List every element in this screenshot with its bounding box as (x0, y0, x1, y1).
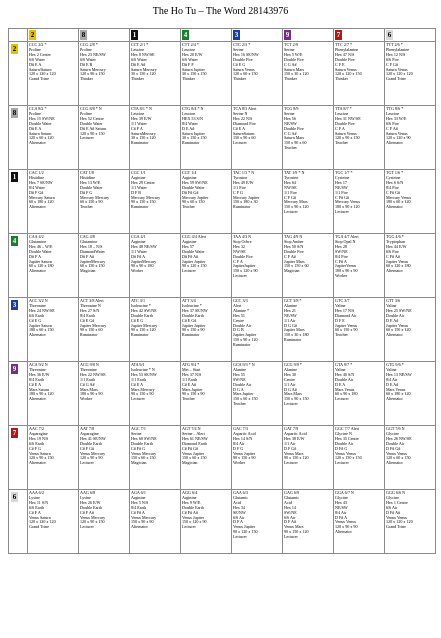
codon-cell (232, 362, 283, 426)
codon-cell (232, 298, 283, 362)
codon-cell-text: CAC 1/2 Histidine Hex 7 SE/NW 8/4 Water D# F G# Mercury Saturn 60 x 180 x 120 Alternator (29, 170, 55, 210)
codon-cell (232, 106, 283, 170)
codon-cell (130, 298, 181, 362)
codon-cell-text: GCA 9/3 * N Alanine Hex 55 SW/NE Double Air D G A Mars Jupiter 150 x 60 x 150 Teacher (233, 362, 258, 407)
codon-row (9, 426, 436, 490)
codon-cell (385, 362, 436, 426)
codon-cell-text: TGC 1/7 * Cysteine Hex 17 NE/SW 1/1 Fire C F# G# Mercury Venus 180 x 90 x 120 Lecturer (335, 170, 361, 215)
codon-cell (334, 106, 385, 170)
codon-cell-text: AAT 7/8 Asparagine Hex 41 SE/NW Double Earth C# F G# Venus Mercury 120 x 90 x 90 Lecturer (80, 426, 106, 466)
codon-cell (79, 298, 130, 362)
codon-cell (181, 490, 232, 554)
codon-cell (28, 170, 79, 234)
codon-cell-text: GAA 6/3 Glutamic Acid Hex 34 SE/NW 6/6 Air D F A Venus Jupiter 90 x 120 x 150 Lecturer (233, 490, 258, 540)
codon-cell-text: GTC 3/7 Valine Hex 17 N/S Diamond Air D F E Jupiter Venus 60 x 150 x 90 Teacher (335, 298, 358, 338)
codon-cell (385, 490, 436, 554)
row-header-cell (9, 298, 28, 362)
codon-cell (79, 490, 130, 554)
codon-cell-text: CAT 1/8 Histidine Hex 13 W/E Double Water D# F G Mercury Mercury 60 x 150 x 90 Teacher (80, 170, 110, 210)
codon-cell-text: GGC 7/7 Alert Glycine N Hex 35 Centre Double Air D F# G Venus Venus 120 x 150 x 150 Lecturer (335, 426, 362, 466)
codon-cell-text: TGA 4/7 Alert Stop Opal N Hex 28 SW/NE 8/4 Fire C F# A JupiterVenus 180 x 90 x 90 Worker (335, 234, 359, 279)
codon-cell (385, 42, 436, 106)
codon-cell (181, 234, 232, 298)
header-cell (334, 29, 385, 42)
codon-cell (79, 234, 130, 298)
codon-cell-text: ACA 9/2 N Threonine Hex 36 E/W 8/4 Earth C# E A Mars Saturn 180 x 90 x 120 Alternator (29, 362, 54, 402)
codon-cell (79, 426, 130, 490)
codon-cell (283, 298, 334, 362)
codon-cell (334, 42, 385, 106)
codon-cell-text: CCG 2/8 * Proline Hex 23 NE/SW 6/6 Water D# E B Saturn Mercury 120 x 90 x 150 Thinker (80, 42, 106, 82)
header-swatch: 6 (387, 31, 392, 39)
header-swatch: 3 (234, 31, 239, 39)
row-header-cell (9, 106, 28, 170)
codon-cell (28, 106, 79, 170)
header-swatch: 2 (30, 31, 35, 39)
header-swatch: 7 (336, 31, 341, 39)
header-swatch: 4 (183, 31, 188, 39)
codon-cell-text: TTT 2/6 * Phenylalanine Hex 12 N/S 6/6 Fire C F G# Saturn Venus 120 x 120 x 120 Grand Trine (386, 42, 413, 82)
codon-row (9, 106, 436, 170)
codon-cell-text: GTA 9/7 * Valine Hex 40 S/N Double Air D E A Mars Venus 60 x 90 x 180 Lecturer (335, 362, 358, 402)
codon-cell (232, 42, 283, 106)
row-header-cell (9, 426, 28, 490)
codon-cell-text: CTG 8/4 * N Leucine HEX 53 S/N 8/4 Water D E A# Saturn Jupiter 30 x 150 x 150 Ruminator (182, 106, 207, 146)
codon-cell-text: CCC 2/2 * Proline Hex 2 Centre 6/6 Water D# E A Saturn/Saturn 120 x 120 x 120 Grand Trine (29, 42, 56, 82)
header-cell (181, 29, 232, 42)
codon-cell-text: TGG 4/6 * Tryptophan Hex 44 E/W 6/6 Fire C F# A# Jupiter Venus 60 x 120 x 180 Alternator (386, 234, 411, 274)
row-swatch: 4 (12, 237, 17, 245)
codon-cell-text: TGT 1/6 * Cysteine Hex 6 S/N 8/4 Fire C F# G# Mercury Venus 180 x 60 x 120 Alternator (386, 170, 412, 210)
codon-cell (28, 42, 79, 106)
codon-cell (334, 426, 385, 490)
codon-cell-text: CGC 1/1 Arginine Hex 29 Centre 1/1 Water D F B Mercury Mercury 90 x 150 x 150 Ruminator (131, 170, 161, 210)
row-swatch: 2 (12, 45, 17, 53)
codon-cell (283, 170, 334, 234)
codon-cell (283, 362, 334, 426)
codon-cell (334, 234, 385, 298)
codon-cell-text: GCC 3/3 Alert Alanine * Hex 51 Centre Double Air D G B Jupiter Jupiter 150 x 90 x 120 Ruminator (233, 298, 258, 348)
row-swatch: 6 (12, 493, 17, 501)
header-swatch: 9 (285, 31, 290, 39)
row-header-cell (9, 42, 28, 106)
codon-cell (385, 170, 436, 234)
codon-cell-text: GCG 9/9 * Alanine Hex 30 Centre 1/1 Air D G A# Mars Mars 150 x 90 x 150 Lecturer (284, 362, 309, 407)
codon-cell-text: CGA 4/1 Arginine Hex 48 NE/SW 1/1 Water D# F# A JupiterMercury 90 x 90 x 180 Worker (131, 234, 157, 274)
codon-cell-text: CCG 8/8 * N Proline Hex 52 Centre Double Water D# E A# Saturn 120 x 90 x 150 Lecturer (80, 106, 107, 141)
codon-cell-text: CTC 2/3 * Serine Hex 16 SE/NW Double Fire C# E G Saturn Venus 120 x 60 x 150 Thinker (233, 42, 259, 82)
header-cell (385, 29, 436, 42)
codon-cell (385, 426, 436, 490)
codon-cell-text: GAC 7/3 Aspartic Acid Hex 14 S/N 8/4 Air D F G Venus Jupiter 90 x 150 x 90 Worker (233, 426, 256, 466)
row-header-cell (9, 490, 28, 554)
codon-cell (181, 170, 232, 234)
header-cell (28, 29, 79, 42)
codon-row (9, 298, 436, 362)
codon-cell-text: AGA 6/1 Arginine Hex 5 N/S 8/4 Earth C# F# A Venus Mercury 150 x 90 x 90 Alternator (131, 490, 157, 530)
codon-cell-text: CTA 8/1 * N Leucine Hex 39 E/W 1/1 Water C# F A SaturnMercury 30 x 150 x 120 Ruminator (131, 106, 156, 146)
header-swatch: 8 (81, 31, 86, 39)
codon-cell (283, 426, 334, 490)
codon-cell (79, 362, 130, 426)
codon-row (9, 170, 436, 234)
codon-cell (130, 490, 181, 554)
row-header-cell (9, 170, 28, 234)
codon-cell-text: TAC 1/3 * N Tyrosine Hex 49 E/W 1/1 Fire C F G Mercury Jupiter 150 x 180 x 30 Ruminator (233, 170, 260, 210)
codon-cell (334, 490, 385, 554)
codon-cell (283, 42, 334, 106)
codon-cell-text: GTG 9/6 * Valine Hex 13 NE/SW 8/4 Air D E A# Mars Venus 60 x 180 x 120 Alternator (386, 362, 412, 402)
codon-cell-text: TTA 8/7 * Leucine Hex 31 NW/SE Double Fire C F A Saturn Venus 120 x 90 x 150 Teacher (335, 106, 361, 146)
codon-cell-text: AGC 7/1 Serine Hex 60 SW/NE Double Earth C# F# G Venus Mercury 150 x 60 x 150 Magician (131, 426, 157, 466)
codon-cell-text: GAT 7/9 Aspartic Acid Hex 38 E/W 1/1 Air D F G# Venus Mars 90 x 150 x 120 Lecturer (284, 426, 309, 466)
codon-cell (181, 42, 232, 106)
codon-cell (385, 106, 436, 170)
codon-cell-text: AAA 6/2 Lysine Hex 11 S/N 6/6 Earth C# F A Venus Saturn 120 x 120 x 120 Grand Trine (29, 490, 56, 530)
codon-cell (385, 234, 436, 298)
header-cell (79, 29, 130, 42)
codon-cell-text: CTT 2/4 * Leucine Hex 20 E/W 6/6 Water D# F F Saturn Jupiter 30 x 150 x 150 Thinker (182, 42, 207, 82)
header-cell (283, 29, 334, 42)
codon-cell-text: ACG 9/8 N Threonine Hex 22 NW/SE 1/1 Earth C# G A# Mars Mars 180 x 90 x 90 Worker (80, 362, 106, 402)
codon-cell-text: TCT 2/9 Serine Hex 5 W/E Double Fire C G A# Saturn Mars 150 x 30 x 120 Thinker (284, 42, 309, 82)
codon-cell-text: TTC 2/7 * Phenylalanine Hex 47 N/S Double Fire C F E Saturn Venus 120 x 120 x 150 Thinker (335, 42, 362, 82)
row-swatch: 1 (12, 173, 17, 181)
codon-cell-text: AAC 7/2 Asparagine Hex 19 N/S 6/6 Earth C# F G Venus Saturn 120 x 90 x 150 Alternator (29, 426, 54, 466)
codon-cell-text: GTT 3/6 Valine Hex 25 SW/NE Double Air D E A# Jupiter Venus 60 x 150 x 120 Alternator (386, 298, 412, 338)
codon-cell (130, 106, 181, 170)
page-title: The Ho Tu – The Word 28143976 (152, 6, 289, 17)
codon-row (9, 490, 436, 554)
codon-table (8, 28, 436, 554)
codon-cell (79, 170, 130, 234)
codon-cell-text: ATT 3/4 Isoleucine * Hex 37 SE/NW Double Earth C# E G# Jupiter Jupiter 90 x 150 x 90 Ruminator (182, 298, 208, 338)
header-row (9, 29, 436, 42)
codon-cell-text: GAG 6/9 Glutamic Acid Hex 14 SW/NE 6/6 Air D F A# Venus Mars 90 x 150 x 120 Lecturer (284, 490, 309, 540)
codon-cell (28, 426, 79, 490)
codon-cell-text: TCG 8/9 Serine Hex 56 NE/SW Double Fire C G A# Saturn Mars 150 x 90 x 60 Teacher (284, 106, 307, 151)
codon-row (9, 234, 436, 298)
codon-cell (130, 42, 181, 106)
row-header-cell (9, 362, 28, 426)
codon-cell-text: CAA 4/2 Glutamine Hex 46 – W/E Double Water D# F A Jupiter Saturn 60 x 120 x 180 Alternator (29, 234, 54, 274)
codon-cell-text: GGT 7/6 N Glycine Hex 26 NW/SE Double Air D F# G# Venus Venus 120 x 60 x 150 Alternator (386, 426, 412, 466)
codon-cell (79, 42, 130, 106)
codon-cell-text: TCA 8/3 Alert Serine N Hex 22 N/S Diamond Fire C# E A SaturnSaturn 150 x 90 x 60 Lecturer (233, 106, 257, 146)
codon-cell-text: ATA 9/1 Isoleucine * N Hex 53 SE/NW 1/1 Earth C# E A Mars Mercury 90 x 150 x 90 Lecturer (131, 362, 157, 402)
codon-cell (334, 362, 385, 426)
header-cell (232, 29, 283, 42)
header-cell (130, 29, 181, 42)
codon-cell-text: CGT 1/4 Arginine Hex 59 SW/NE Double Water D# F# G# Mercury Jupiter 90 x 60 x 150 Teacher (182, 170, 209, 210)
codon-cell (181, 298, 232, 362)
codon-cell (385, 298, 436, 362)
codon-cell-text: TAT 1/9 * N Tyrosine Hex 64 NW/SE 1/1 Fire C F G# Mercury Mars 150 x 90 x 120 Lecturer (284, 170, 309, 215)
codon-cell (334, 170, 385, 234)
codon-cell-text: CAG 4/8 Glutamine Hex 18 – N/S DiamondWater D# F A# JupiterMercury 60 x 150 x 150 Magician (80, 234, 106, 274)
codon-table-body (9, 29, 436, 554)
codon-cell-text: GCT 3/8 * Alanine Hex 21 NE/SW 1/1 Air D G G# Jupiter Mars 150 x 30 x 180 Ruminator (284, 298, 309, 343)
row-header-cell (9, 234, 28, 298)
header-corner (9, 29, 28, 42)
codon-cell (232, 170, 283, 234)
codon-cell-text: TAG 4/9 N Stop Amber Hex 50 S/N Double Fire C F A# Jupiter Mars 150 x 150 x 60 Magician (284, 234, 309, 274)
row-swatch: 7 (12, 429, 17, 437)
codon-cell (79, 106, 130, 170)
row-swatch: 9 (12, 365, 17, 373)
codon-cell (283, 234, 334, 298)
codon-cell (232, 234, 283, 298)
codon-cell-text: AGG 6/4 Arginine Hex 9 W/E Double Earth C# F# A# Venus Jupiter 150 x 120 x 90 Lecturer (182, 490, 207, 530)
codon-cell (283, 490, 334, 554)
codon-cell (130, 426, 181, 490)
codon-cell (28, 298, 79, 362)
codon-cell (232, 426, 283, 490)
header-swatch: 1 (132, 31, 137, 39)
corner-swatch (10, 30, 17, 40)
codon-row (9, 42, 436, 106)
row-swatch: 8 (12, 109, 17, 117)
codon-cell (28, 362, 79, 426)
codon-cell (283, 106, 334, 170)
codon-cell (181, 362, 232, 426)
codon-cell (28, 234, 79, 298)
codon-cell (181, 106, 232, 170)
codon-cell-text: GGG 6/6 N Glycine Hex 1 Centre 6/6 Air D F# A# Venus Venus 120 x 120 x 120 Grand Trine (386, 490, 413, 530)
codon-cell (130, 362, 181, 426)
codon-cell (232, 490, 283, 554)
codon-cell-text: CCT 2/1 * Leucine Hex 8 NW/SE 6/6 Water D# E A# Saturn Mercury 30 x 150 x 120 Thinker (131, 42, 157, 82)
codon-cell-text: CCA 8/2 * Proline Hex 15 SW/NE Double Water D# E A Saturn Saturn 120 x 60 x 120 Alternator (29, 106, 55, 146)
codon-cell-text: TTG 8/6 * Leucine Hex 33 W/E 6/6 Fire C F A# Saturn Venus 120 x 120 x 90 Alternator (386, 106, 411, 146)
codon-cell (130, 234, 181, 298)
codon-cell (334, 298, 385, 362)
codon-cell-text: AAG 6/8 Lysine Hex 26 E/W Double Earth C# F A# Venus Mercury 120 x 90 x 150 Lecturer (80, 490, 106, 530)
codon-cell-text: ACC 3/2 N Threonine Hex 24 NW/SE 6/6 Earth C# E G Jupiter Saturn 180 x 60 x 150 Alternator (29, 298, 55, 338)
codon-cell (28, 490, 79, 554)
codon-cell-text: ATC 3/1 Isoleucine * Hex 42 SW/NE Double Earth C# E G Jupiter Mercury 90 x 150 x 120 Ruminator (131, 298, 158, 338)
row-swatch: 3 (12, 301, 17, 309)
codon-cell (130, 170, 181, 234)
codon-cell-text: ATG 9/4 * Met – Start Hex 37 N/S 1/1 Earth C# E A# Mars Jupiter 90 x 150 x 90 Teacher (182, 362, 205, 402)
codon-cell-text: TAA 4/3 N Stop Ochre Hex 32 NW/SE Double Fire C F A JupiterJupiter 150 x 120 x 90 Lecturer (233, 234, 258, 279)
codon-cell-text: AGT 7/4 N Serine – Alert Hex 61 NE/SW Diamond Earth C# F# G# Venus Jupiter 150 x 60 x 150 Magician (182, 426, 208, 466)
codon-cell-text: GGA 6/7 N Glycine Hex 43 NE/SW 8/4 Air D F# A Venus Venus 120 x 90 x 90 Alternator (335, 490, 358, 535)
codon-cell (181, 426, 232, 490)
codon-cell-text: ACT 3/8 Alert Threonine N Hex 27 S/N 8/4 Earth C# E G# Jupiter Mercury 90 x 150 x 60 Ruminator (80, 298, 107, 338)
codon-cell-text: CGG 4/4 Alert Arginine Hex 57 Double Water D# F# A# Jupiter Jupiter 90 x 120 x 150 Lecturer (182, 234, 207, 274)
codon-row (9, 362, 436, 426)
